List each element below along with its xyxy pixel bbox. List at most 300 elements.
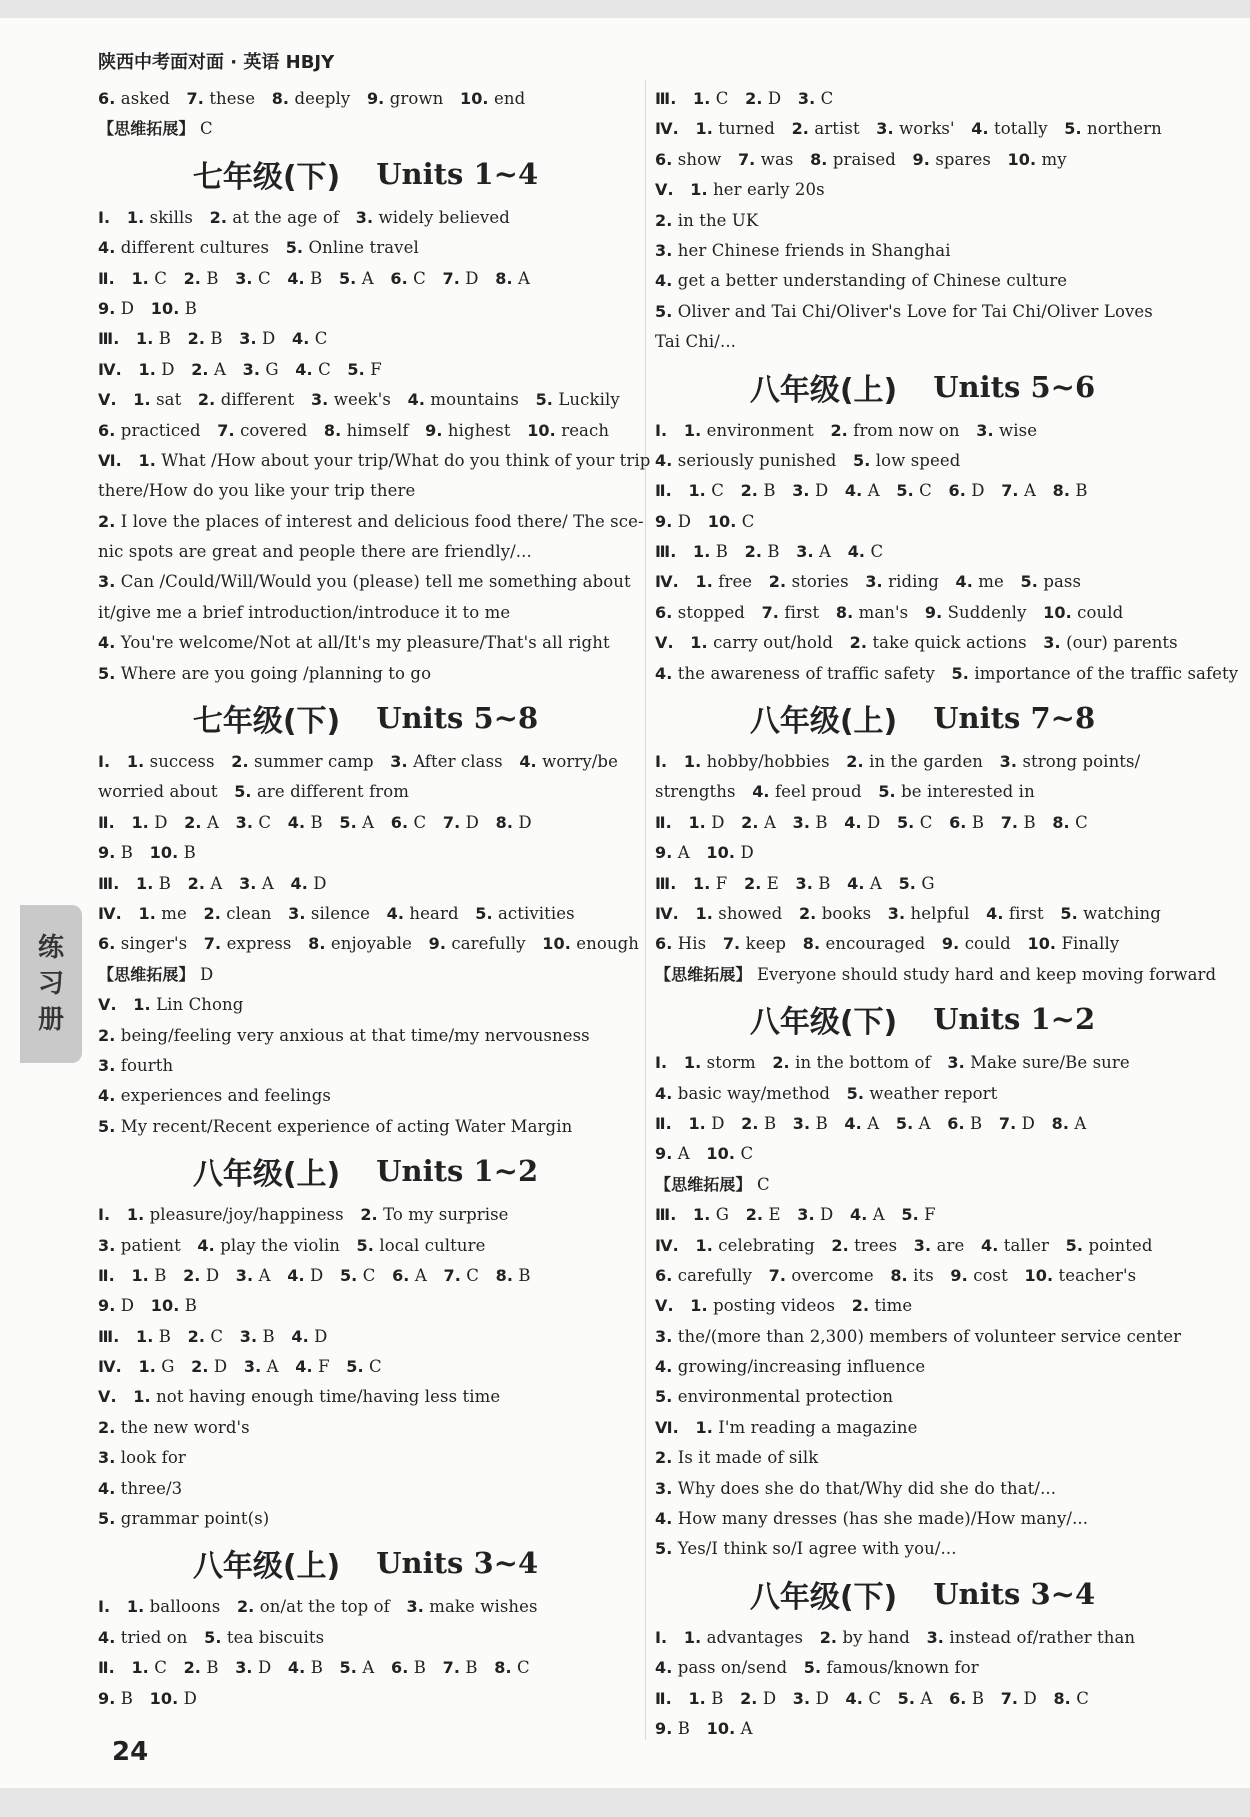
answer-text: D — [161, 359, 175, 379]
answer-number: 3. — [926, 1627, 944, 1647]
answer-number: 1. — [688, 1688, 706, 1708]
answer-text: on/at the top of — [259, 1597, 390, 1617]
answer-number: 3. — [98, 1235, 116, 1255]
answer-number: 1. — [690, 180, 708, 200]
answer-text: B — [310, 1658, 323, 1678]
answer-text: B — [206, 1658, 219, 1678]
answer-line — [98, 1021, 633, 1051]
answer-text: being/feeling very anxious at that time/my nervousness — [120, 1025, 590, 1045]
answer-number: 1. — [131, 1658, 149, 1678]
answer-text: Can /Could/Will/Would you (please) tell me something about — [120, 572, 631, 592]
answer-number: 2. — [743, 873, 762, 893]
answer-text: B — [818, 873, 831, 893]
answer-text: G — [161, 1357, 175, 1377]
answer-number: 5. — [1064, 119, 1082, 139]
answer-line — [98, 598, 633, 628]
answer-text: tea biscuits — [226, 1627, 325, 1647]
answer-text: heard — [409, 903, 459, 923]
answer-number: Ⅲ. — [655, 873, 677, 893]
answer-number: 2. — [203, 903, 221, 923]
answer-number: 2. — [744, 542, 763, 562]
answer-number: 1. — [131, 1265, 149, 1285]
answer-text: deeply — [294, 89, 351, 108]
answer-number: 3. — [976, 420, 994, 440]
section-units: Units 1~4 — [376, 156, 539, 191]
answer-line — [98, 114, 633, 144]
answer-number: 1. — [138, 903, 156, 923]
answer-line — [655, 1079, 1190, 1109]
answer-number: 1. — [131, 812, 149, 832]
answer-number: 4. — [845, 1688, 863, 1708]
answer-number: 1. — [688, 481, 706, 501]
answer-number: 4. — [407, 390, 426, 410]
answer-number: Ⅱ. — [98, 812, 115, 832]
answer-line — [98, 1623, 633, 1653]
answer-number: 7. — [186, 89, 204, 108]
answer-number: 2. — [360, 1205, 378, 1225]
answer-number: 4. — [655, 1658, 673, 1678]
answer-number: 5. — [901, 1205, 919, 1225]
answer-number: Ⅳ. — [98, 903, 122, 923]
answer-number: 6. — [655, 934, 673, 954]
section-title — [98, 689, 633, 747]
answer-number: 1. — [131, 268, 149, 288]
answer-number: 6. — [947, 1113, 965, 1133]
answer-number: 10. — [527, 420, 556, 440]
answer-text: these — [209, 89, 256, 108]
answer-number: 3. — [235, 268, 253, 288]
answer-text: B — [210, 329, 223, 349]
answer-line — [655, 1653, 1190, 1683]
answer-text: experiences and feelings — [120, 1086, 331, 1106]
answer-text: pass — [1043, 572, 1082, 592]
answer-line — [655, 628, 1190, 658]
answer-text: week's — [333, 390, 391, 410]
answer-text: works' — [899, 119, 955, 139]
answer-line — [655, 1413, 1190, 1443]
answer-number: 1. — [126, 207, 145, 227]
answer-text: A — [518, 268, 531, 288]
answer-number: 3. — [242, 359, 261, 379]
answer-text: B — [971, 812, 985, 832]
answer-number: 9. — [428, 934, 447, 954]
answer-number: 3. — [655, 240, 673, 260]
answer-number: 9. — [941, 934, 960, 954]
answer-number: 4. — [655, 271, 673, 291]
answer-text: C — [820, 89, 834, 108]
answer-number: 8. — [323, 420, 342, 440]
section-title — [655, 689, 1190, 747]
answer-number: 2. — [183, 1658, 201, 1678]
answer-number: 4. — [98, 633, 116, 653]
answer-line — [655, 1623, 1190, 1653]
answer-number: 4. — [655, 1083, 673, 1103]
section-title — [655, 990, 1190, 1048]
answer-number: 4. — [197, 1235, 215, 1255]
answer-text: I love the places of interest and delicious food there/ The sce- — [120, 511, 644, 531]
side-tab-char: 习 — [37, 969, 64, 999]
answer-number: 3. — [310, 390, 329, 410]
answer-block — [655, 1565, 1190, 1745]
answer-number: 3. — [243, 1357, 262, 1377]
answer-line — [98, 233, 633, 263]
answer-line — [655, 145, 1190, 175]
answer-number: 4. — [655, 1509, 673, 1529]
answer-number: 8. — [271, 89, 290, 108]
answer-line — [655, 1261, 1190, 1291]
answer-text: C — [715, 89, 729, 108]
answer-number: 3. — [98, 1055, 116, 1075]
answer-number: Ⅰ. — [98, 1597, 111, 1617]
answer-number: 5. — [1020, 572, 1038, 592]
answer-number: 2. — [830, 420, 848, 440]
answer-number: 3. — [235, 1658, 253, 1678]
answer-number: Ⅰ. — [98, 1205, 111, 1225]
answer-line — [655, 960, 1217, 990]
answer-line — [655, 747, 1190, 777]
answer-text: pleasure/joy/happiness — [149, 1205, 344, 1225]
answer-line — [655, 1684, 1190, 1714]
answer-line — [655, 446, 1190, 476]
answer-block — [655, 84, 1190, 358]
answer-number: 4. — [844, 812, 862, 832]
answer-number: 4. — [844, 481, 863, 501]
answer-text: B — [184, 1296, 197, 1316]
answer-text: D — [154, 812, 168, 832]
answer-text: environment — [706, 420, 814, 440]
answer-line — [98, 264, 633, 294]
answer-number: 7. — [1000, 812, 1019, 832]
answer-number: Ⅴ. — [98, 390, 117, 410]
answer-text: look for — [120, 1448, 186, 1468]
answer-text: G — [715, 1205, 730, 1225]
answer-number: Ⅵ. — [655, 1417, 679, 1437]
answer-number: 2. — [745, 1205, 764, 1225]
answer-number: 4. — [287, 1265, 305, 1285]
answer-text: hobby/hobbies — [706, 752, 830, 772]
answer-text: B — [310, 812, 323, 832]
answer-text: first — [1008, 903, 1044, 923]
answer-line — [98, 1231, 633, 1261]
answer-text: A — [261, 873, 274, 893]
answer-text: Suddenly — [947, 602, 1027, 622]
answer-text: F — [924, 1205, 936, 1225]
answer-number: Ⅱ. — [98, 1265, 115, 1285]
answer-number: 1. — [133, 995, 151, 1015]
answer-text: trees — [854, 1235, 898, 1255]
answer-text: my — [1041, 149, 1067, 169]
answer-number: 5. — [339, 812, 357, 832]
answer-text: B — [1023, 812, 1036, 832]
answer-text: B — [262, 1326, 275, 1346]
answer-text: C — [756, 1174, 770, 1194]
answer-text: B — [711, 1688, 724, 1708]
answer-text: A — [1074, 1113, 1087, 1133]
answer-line — [655, 266, 1190, 296]
answer-number: Ⅱ. — [98, 268, 115, 288]
answer-number: 3. — [792, 1688, 811, 1708]
answer-number: 2. — [768, 572, 787, 592]
answer-number: 7. — [1001, 481, 1019, 501]
answer-number: Ⅱ. — [98, 1658, 115, 1678]
answer-number: 3. — [947, 1053, 965, 1073]
section-units: Units 3~4 — [376, 1546, 539, 1581]
answer-line — [98, 869, 633, 899]
answer-text: instead of/rather than — [949, 1627, 1136, 1647]
answer-text: three/3 — [120, 1478, 183, 1498]
answer-number: Ⅴ. — [98, 1387, 117, 1407]
answer-number: 3. — [98, 572, 116, 592]
section-title — [98, 1142, 633, 1200]
answer-number: 5. — [898, 873, 916, 893]
answer-number: Ⅳ. — [98, 359, 122, 379]
answer-text: B — [184, 298, 197, 318]
answer-number: 8. — [810, 149, 828, 169]
answer-text: D — [815, 1688, 829, 1708]
answer-number: 1. — [126, 1205, 145, 1225]
answer-number: 2. — [236, 1597, 255, 1617]
answer-line — [98, 203, 633, 233]
answer-text: A — [867, 1113, 880, 1133]
answer-number: 1. — [693, 1205, 711, 1225]
answer-number: 3. — [239, 1326, 258, 1346]
page-number: 24 — [112, 1737, 149, 1767]
answer-text: stories — [791, 572, 849, 592]
answer-number: 4. — [752, 782, 770, 802]
right-column — [655, 84, 1239, 1744]
answer-number: 2. — [191, 1357, 209, 1377]
answer-number: 1. — [695, 1417, 713, 1437]
answer-line — [98, 537, 633, 567]
section-units: Units 3~4 — [933, 1576, 1096, 1611]
answer-number: 5. — [896, 812, 915, 832]
answer-text: B — [158, 329, 172, 349]
answer-text: show — [677, 149, 722, 169]
answer-number: 4. — [847, 873, 865, 893]
answer-line — [655, 1382, 1190, 1412]
answer-text: covered — [240, 420, 308, 440]
answer-number: 3. — [98, 1448, 116, 1468]
answer-number: 7. — [768, 1265, 787, 1285]
answer-number: 4. — [386, 903, 405, 923]
answer-number: 10. — [150, 298, 180, 318]
answer-line — [98, 838, 633, 868]
answer-text: singer's — [120, 934, 188, 954]
answer-text: by hand — [842, 1627, 910, 1647]
answer-number: 3. — [390, 752, 408, 772]
answer-number: 10. — [1027, 934, 1057, 954]
book-header: 陕西中考面对面 · 英语 HBJY — [98, 52, 335, 73]
answer-text: A — [213, 359, 227, 379]
answer-text: A — [362, 1658, 375, 1678]
answer-number: 9. — [950, 1265, 968, 1285]
answer-number: 8. — [835, 602, 854, 622]
answer-number: 2. — [187, 329, 206, 349]
answer-text: B — [763, 1113, 777, 1133]
answer-text: A — [763, 812, 776, 832]
answer-text: D — [262, 329, 276, 349]
answer-text: taller — [1003, 1235, 1050, 1255]
answer-text: weather report — [869, 1083, 998, 1103]
answer-text: balloons — [149, 1597, 221, 1617]
answer-line — [655, 1714, 1190, 1744]
answer-number: 【思维拓展】 — [655, 1174, 752, 1194]
answer-number: Ⅳ. — [655, 119, 679, 139]
answer-number: 8. — [495, 268, 513, 288]
answer-number: 10. — [1024, 1265, 1054, 1285]
answer-line — [655, 476, 1190, 506]
answer-number: 5. — [1065, 1235, 1084, 1255]
answer-number: 3. — [288, 903, 306, 923]
answer-text: success — [149, 752, 215, 772]
answer-number: Ⅴ. — [655, 633, 674, 653]
answer-text: time — [874, 1296, 913, 1316]
answer-text: G — [921, 873, 935, 893]
answer-text: (our) parents — [1066, 633, 1178, 653]
answer-text: himself — [346, 420, 409, 440]
answer-line — [655, 416, 1190, 446]
answer-text: D — [313, 873, 327, 893]
answer-text: D — [867, 812, 881, 832]
answer-number: 6. — [98, 934, 116, 954]
answer-text: C — [210, 1326, 224, 1346]
answer-text: D — [814, 481, 829, 501]
answer-text: pointed — [1088, 1235, 1153, 1255]
answer-text: mountains — [430, 390, 519, 410]
answer-text: D — [518, 812, 532, 832]
answer-text: A — [1023, 481, 1037, 501]
answer-text: practiced — [120, 420, 201, 440]
answer-text: His — [677, 934, 707, 954]
answer-number: Ⅱ. — [655, 1113, 672, 1133]
answer-block — [655, 990, 1190, 1565]
answer-text: C — [919, 812, 933, 832]
answer-line — [98, 929, 639, 959]
answer-number: 3. — [797, 1205, 815, 1225]
answer-number: 2. — [745, 89, 763, 108]
answer-number: 3. — [235, 812, 254, 832]
answer-number: 8. — [495, 1265, 514, 1285]
answer-text: Why does she do that/Why did she do that/... — [677, 1478, 1057, 1498]
answer-text: in the garden — [869, 752, 984, 772]
answer-text: carefully — [451, 934, 526, 954]
answer-number: 4. — [292, 329, 310, 349]
answer-number: 3. — [239, 329, 257, 349]
answer-number: 2. — [187, 1326, 206, 1346]
answer-text: express — [226, 934, 292, 954]
answer-number: 1. — [138, 450, 156, 470]
answer-block — [655, 689, 1217, 990]
answer-line — [98, 1443, 633, 1473]
answer-line — [98, 1592, 633, 1622]
answer-block — [98, 689, 639, 1142]
answer-text: I'm reading a magazine — [718, 1417, 918, 1437]
answer-text: My recent/Recent experience of acting Water Margin — [120, 1116, 573, 1136]
answer-text: showed — [718, 903, 783, 923]
answer-number: 9. — [98, 1296, 116, 1316]
answer-text: B — [465, 1658, 478, 1678]
answer-text: asked — [120, 89, 170, 108]
section-units: Units 1~2 — [933, 1002, 1096, 1037]
answer-line — [98, 747, 633, 777]
answer-line — [655, 1504, 1190, 1534]
answer-line — [655, 1291, 1190, 1321]
answer-number: 7. — [737, 149, 756, 169]
answer-number: 3. — [239, 873, 257, 893]
answer-text: enjoyable — [330, 934, 412, 954]
answer-number: 3. — [795, 873, 813, 893]
answer-number: Ⅳ. — [655, 903, 679, 923]
answer-line — [655, 1139, 1190, 1169]
answer-text: turned — [718, 119, 775, 139]
answer-text: its — [913, 1265, 934, 1285]
answer-text: in the UK — [677, 210, 759, 230]
answer-text: C — [466, 1265, 480, 1285]
answer-text: make wishes — [429, 1597, 538, 1617]
answer-line — [98, 416, 633, 446]
answer-text: from now on — [853, 420, 960, 440]
answer-text: Yes/I think so/I agree with you/... — [677, 1539, 957, 1559]
answer-number: 1. — [683, 752, 702, 772]
answer-text: famous/known for — [826, 1658, 979, 1678]
answer-number: 5. — [204, 1627, 222, 1647]
answer-text: C — [868, 1688, 882, 1708]
answer-number: 4. — [955, 572, 973, 592]
answer-line — [655, 1109, 1190, 1139]
answer-number: 10. — [706, 843, 736, 863]
answer-number: 3. — [792, 1113, 811, 1133]
answer-line — [655, 659, 1239, 689]
answer-number: 1. — [683, 1053, 702, 1073]
answer-number: Ⅲ. — [98, 1326, 120, 1346]
answer-text: D — [465, 812, 480, 832]
answer-text: C — [413, 812, 427, 832]
answer-number: 5. — [535, 390, 553, 410]
section-grade: 七年级(下) — [192, 704, 341, 740]
answer-number: 4. — [844, 1113, 862, 1133]
answer-number: 1. — [688, 812, 706, 832]
answer-text: overcome — [791, 1265, 874, 1285]
answer-text: summer camp — [254, 752, 374, 772]
answer-number: 9. — [98, 843, 116, 863]
answer-line — [98, 808, 633, 838]
answer-text: Lin Chong — [156, 995, 244, 1015]
answer-number: Ⅰ. — [655, 752, 668, 772]
answer-number: 8. — [1052, 812, 1070, 832]
answer-number: Ⅱ. — [655, 1688, 672, 1708]
answer-number: Ⅴ. — [98, 995, 117, 1015]
answer-text: storm — [706, 1053, 756, 1073]
answer-number: 4. — [287, 812, 306, 832]
answer-number: Ⅲ. — [98, 329, 120, 349]
answer-number: 5. — [846, 1083, 865, 1103]
answer-text: Online travel — [308, 238, 419, 258]
answer-text: You're welcome/Not at all/It's my pleasure/That's all right — [120, 633, 610, 653]
answer-number: 1. — [133, 390, 151, 410]
answer-number: 7. — [442, 268, 460, 288]
answer-text: C — [154, 268, 167, 288]
answer-number: 2. — [231, 752, 249, 772]
answer-text: B — [310, 268, 323, 288]
answer-number: 1. — [126, 1597, 145, 1617]
answer-text: How many dresses (has she made)/How many/... — [677, 1509, 1089, 1529]
answer-text: wise — [999, 420, 1038, 440]
answer-line — [98, 1322, 633, 1352]
answer-number: 2. — [741, 812, 759, 832]
answer-number: 10. — [1043, 602, 1072, 622]
answer-text: growing/increasing influence — [677, 1357, 926, 1377]
answer-number: 1. — [683, 420, 702, 440]
